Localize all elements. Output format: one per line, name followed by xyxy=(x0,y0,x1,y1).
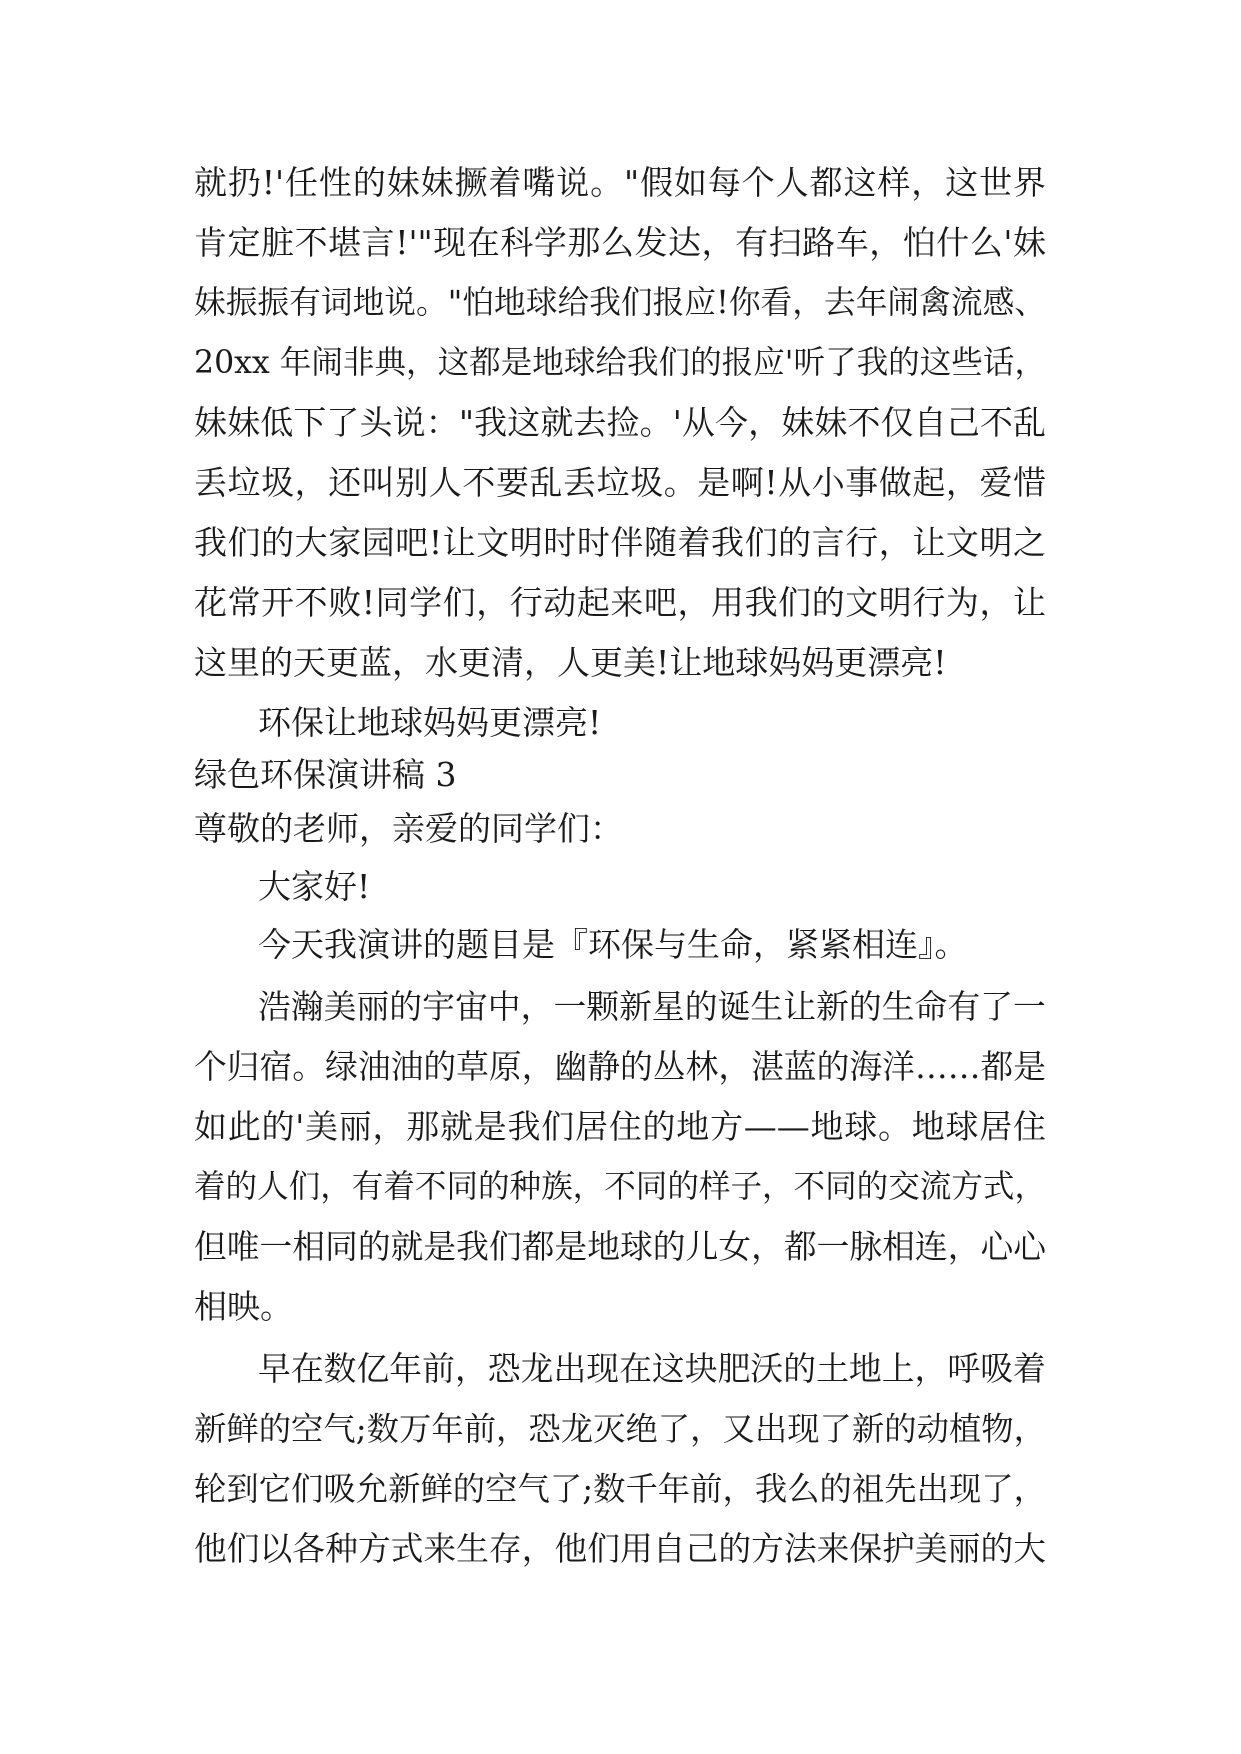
text-line: 我们的大家园吧!让文明时时伴随着我们的言行，让文明之 xyxy=(194,523,1046,562)
text-line: 但唯一相同的就是我们都是地球的儿女，都一脉相连，心心 xyxy=(194,1228,1046,1266)
text-line: 肯定脏不堪言!'"现在科学那么发达，有扫路车，怕什么'妹 xyxy=(194,223,1046,262)
text-line: 着的人们，有着不同的种族，不同的样子，不同的交流方式， xyxy=(194,1169,1046,1205)
text-line: 丢垃圾，还叫别人不要乱丢垃圾。是啊!从小事做起，爱惜 xyxy=(194,463,1046,502)
text-line: 花常开不败!同学们，行动起来吧，用我们的文明行为，让 xyxy=(194,583,1046,622)
text-line: 他们以各种方式来生存，他们用自己的方法来保护美丽的大 xyxy=(194,1530,1046,1568)
text-line: 如此的'美丽，那就是我们居住的地方——地球。地球居住 xyxy=(194,1107,1046,1146)
text-line: 个归宿。绿油油的草原，幽静的丛林，湛蓝的海洋……都是 xyxy=(194,1048,1046,1086)
text-line: 新鲜的空气;数万年前，恐龙灭绝了，又出现了新的动植物， xyxy=(194,1410,1046,1448)
text-line: 早在数亿年前，恐龙出现在这块肥沃的土地上，呼吸着 xyxy=(258,1350,1046,1388)
speech-topic: 今天我演讲的题目是『环保与生命，紧紧相连』。 xyxy=(258,925,968,964)
text-line: 20xx 年闹非典，这都是地球给我们的报应'听了我的这些话， xyxy=(194,345,1046,381)
text-line: 浩瀚美丽的宇宙中，一颗新星的诞生让新的生命有了一 xyxy=(258,988,1046,1026)
section-title: 绿色环保演讲稿 3 xyxy=(194,755,457,794)
text-line: 轮到它们吸允新鲜的空气了;数千年前，我么的祖先出现了， xyxy=(194,1470,1046,1508)
text-line: 这里的天更蓝，水更清，人更美!让地球妈妈更漂亮! xyxy=(194,643,947,682)
closing-line: 环保让地球妈妈更漂亮! xyxy=(258,703,602,742)
text-line: 妹振振有词地说。"怕地球给我们报应!你看，去年闹禽流感、 xyxy=(194,285,1046,321)
greeting: 大家好! xyxy=(258,867,371,906)
text-line: 相映。 xyxy=(194,1287,293,1326)
text-line: 妹妹低下了头说："我这就去捡。'从今，妹妹不仅自己不乱 xyxy=(194,403,1046,442)
text-line: 就扔!'任性的妹妹撅着嘴说。"假如每个人都这样，这世界 xyxy=(194,163,1046,202)
salutation: 尊敬的老师，亲爱的同学们： xyxy=(194,809,623,848)
